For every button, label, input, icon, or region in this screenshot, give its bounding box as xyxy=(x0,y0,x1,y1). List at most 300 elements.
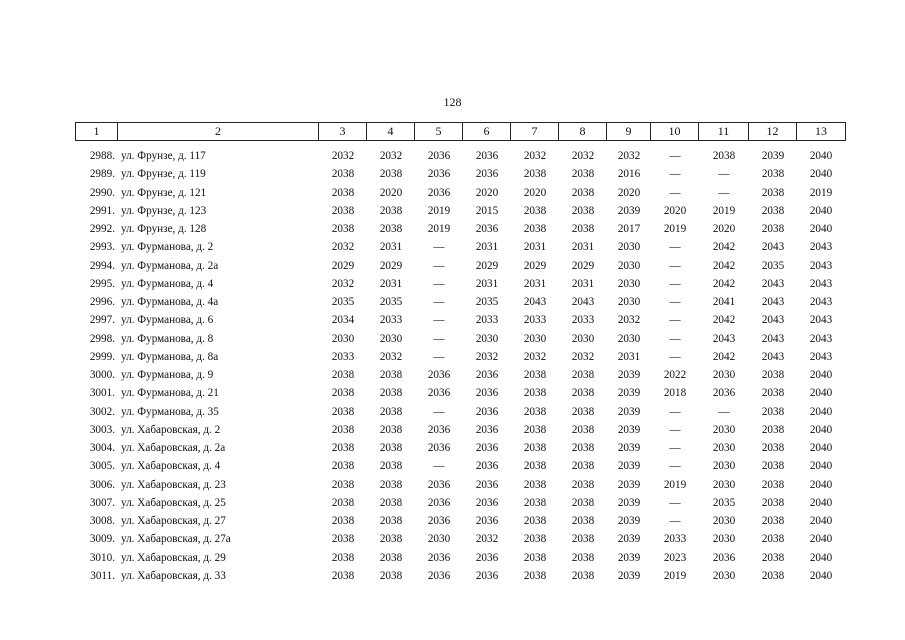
cell-col-9: 2039 xyxy=(617,423,641,436)
cell-col-7: 2038 xyxy=(523,405,547,418)
cell-col-7: 2029 xyxy=(523,259,547,272)
cell-col-10: 2018 xyxy=(663,387,687,400)
cell-col-11: 2030 xyxy=(712,569,736,582)
cell-col-8: 2032 xyxy=(571,150,595,162)
table-row xyxy=(75,311,845,329)
cell-col-3: 2032 xyxy=(331,241,355,254)
cell-col-12: 2038 xyxy=(761,496,785,509)
cell-col-8: 2038 xyxy=(571,478,595,491)
cell-col-13: 2040 xyxy=(809,551,833,564)
cell-col-10: — xyxy=(669,277,681,290)
cell-col-10: — xyxy=(669,332,681,345)
cell-col-7: 2030 xyxy=(523,332,547,345)
row-address: ул. Фурманова, д. 6 xyxy=(121,314,214,327)
cell-col-9: 2039 xyxy=(617,442,641,454)
cell-col-13: 2040 xyxy=(809,150,833,162)
cell-col-13: 2040 xyxy=(809,405,833,418)
cell-col-8: 2043 xyxy=(571,296,595,308)
row-number: 2995. xyxy=(89,277,115,290)
column-header-7: 7 xyxy=(511,123,559,141)
cell-col-6: 2036 xyxy=(475,405,499,418)
cell-col-4: 2038 xyxy=(379,533,403,546)
cell-col-6: 2036 xyxy=(475,460,499,473)
cell-col-4: 2038 xyxy=(379,204,403,217)
cell-col-8: 2031 xyxy=(571,277,595,290)
column-header-5: 5 xyxy=(415,123,463,141)
cell-col-6: 2036 xyxy=(475,168,499,181)
page-number: 128 xyxy=(443,95,462,109)
row-number: 3009. xyxy=(89,533,115,546)
table-row xyxy=(75,238,845,256)
cell-col-4: 2031 xyxy=(379,277,403,290)
cell-col-3: 2038 xyxy=(331,460,355,473)
cell-col-4: 2029 xyxy=(379,259,403,272)
column-header-12: 12 xyxy=(749,123,797,141)
cell-col-3: 2038 xyxy=(331,223,355,235)
cell-col-10: — xyxy=(669,168,681,181)
cell-col-9: 2039 xyxy=(617,369,641,381)
cell-col-11: 2019 xyxy=(712,204,736,217)
cell-col-12: 2039 xyxy=(761,150,785,162)
cell-col-6: 2036 xyxy=(475,569,499,582)
cell-col-8: 2038 xyxy=(571,387,595,400)
cell-col-11: 2030 xyxy=(712,442,736,454)
cell-col-9: 2030 xyxy=(617,277,641,290)
cell-col-8: 2033 xyxy=(571,314,595,327)
row-address: ул. Фрунзе, д. 117 xyxy=(121,150,206,162)
row-address: ул. Фурманова, д. 4а xyxy=(121,296,219,308)
table-row xyxy=(75,147,845,165)
row-number: 2991. xyxy=(89,204,115,217)
cell-col-12: 2038 xyxy=(761,223,785,235)
cell-col-5: 2036 xyxy=(427,423,451,436)
cell-col-8: 2038 xyxy=(571,496,595,509)
cell-col-10: 2019 xyxy=(663,223,687,235)
row-address: ул. Фрунзе, д. 128 xyxy=(121,223,207,235)
row-number: 2989. xyxy=(89,168,115,181)
cell-col-13: 2040 xyxy=(809,533,833,546)
row-address: ул. Фрунзе, д. 119 xyxy=(121,168,206,181)
cell-col-7: 2038 xyxy=(523,369,547,381)
cell-col-4: 2032 xyxy=(379,150,403,162)
cell-col-12: 2043 xyxy=(761,277,785,290)
cell-col-6: 2031 xyxy=(475,241,499,254)
cell-col-5: 2036 xyxy=(427,515,451,527)
cell-col-10: — xyxy=(669,460,681,473)
cell-col-10: — xyxy=(669,442,681,454)
row-number: 3007. xyxy=(89,496,115,509)
cell-col-7: 2038 xyxy=(523,460,547,473)
row-number: 3006. xyxy=(89,478,115,491)
cell-col-3: 2038 xyxy=(331,168,355,181)
cell-col-9: 2039 xyxy=(617,387,641,400)
row-number: 2988. xyxy=(89,150,115,162)
column-header-13: 13 xyxy=(797,123,846,141)
cell-col-13: 2019 xyxy=(809,186,833,199)
cell-col-6: 2020 xyxy=(475,186,499,199)
cell-col-5: 2036 xyxy=(427,496,451,509)
row-address: ул. Фурманова, д. 2а xyxy=(121,259,219,272)
cell-col-5: — xyxy=(433,314,445,327)
cell-col-13: 2043 xyxy=(809,259,833,272)
cell-col-13: 2040 xyxy=(809,478,833,491)
cell-col-12: 2043 xyxy=(761,314,785,327)
cell-col-5: — xyxy=(433,332,445,345)
cell-col-5: — xyxy=(433,277,445,290)
cell-col-7: 2038 xyxy=(523,533,547,546)
cell-col-11: 2030 xyxy=(712,478,736,491)
table-row xyxy=(75,220,845,238)
cell-col-12: 2038 xyxy=(761,204,785,217)
table-row xyxy=(75,202,845,220)
column-header-4: 4 xyxy=(367,123,415,141)
table-row xyxy=(75,275,845,293)
cell-col-4: 2038 xyxy=(379,551,403,564)
cell-col-4: 2038 xyxy=(379,223,403,235)
column-header-2: 2 xyxy=(118,123,319,141)
data-rows xyxy=(75,147,845,585)
cell-col-11: 2030 xyxy=(712,533,736,546)
cell-col-9: 2031 xyxy=(617,350,641,363)
cell-col-5: 2030 xyxy=(427,533,451,546)
cell-col-11: 2042 xyxy=(712,277,736,290)
row-number: 3002. xyxy=(89,405,115,418)
cell-col-7: 2038 xyxy=(523,442,547,454)
cell-col-4: 2030 xyxy=(379,332,403,345)
cell-col-13: 2043 xyxy=(809,314,833,327)
table-row xyxy=(75,165,845,183)
cell-col-12: 2038 xyxy=(761,460,785,473)
cell-col-11: 2042 xyxy=(712,350,736,363)
cell-col-8: 2038 xyxy=(571,423,595,436)
cell-col-8: 2038 xyxy=(571,460,595,473)
cell-col-10: 2020 xyxy=(663,204,687,217)
cell-col-10: — xyxy=(669,350,681,363)
cell-col-5: — xyxy=(433,296,445,308)
cell-col-8: 2038 xyxy=(571,442,595,454)
cell-col-6: 2032 xyxy=(475,350,499,363)
cell-col-6: 2032 xyxy=(475,533,499,546)
cell-col-10: 2019 xyxy=(663,569,687,582)
cell-col-10: 2019 xyxy=(663,478,687,491)
cell-col-12: 2038 xyxy=(761,168,785,181)
cell-col-8: 2038 xyxy=(571,533,595,546)
cell-col-6: 2036 xyxy=(475,496,499,509)
cell-col-3: 2038 xyxy=(331,369,355,381)
row-address: ул. Фурманова, д. 35 xyxy=(121,405,219,418)
cell-col-9: 2030 xyxy=(617,259,641,272)
cell-col-8: 2038 xyxy=(571,551,595,564)
row-address: ул. Хабаровская, д. 29 xyxy=(121,551,226,564)
cell-col-12: 2043 xyxy=(761,350,785,363)
cell-col-6: 2036 xyxy=(475,387,499,400)
row-number: 2992. xyxy=(89,223,115,235)
cell-col-6: 2036 xyxy=(475,515,499,527)
cell-col-13: 2040 xyxy=(809,569,833,582)
cell-col-5: 2019 xyxy=(427,204,451,217)
cell-col-6: 2030 xyxy=(475,332,499,345)
cell-col-3: 2038 xyxy=(331,186,355,199)
cell-col-7: 2031 xyxy=(523,241,547,254)
cell-col-13: 2043 xyxy=(809,277,833,290)
cell-col-6: 2015 xyxy=(475,204,499,217)
cell-col-12: 2038 xyxy=(761,387,785,400)
row-number: 2998. xyxy=(89,332,115,345)
row-number: 2996. xyxy=(89,296,115,308)
cell-col-6: 2036 xyxy=(475,150,499,162)
cell-col-3: 2038 xyxy=(331,496,355,509)
row-number: 3000. xyxy=(89,369,115,381)
row-address: ул. Хабаровская, д. 27а xyxy=(121,533,231,546)
table-row xyxy=(75,494,845,512)
row-number: 3003. xyxy=(89,423,115,436)
cell-col-3: 2038 xyxy=(331,442,355,454)
cell-col-10: — xyxy=(669,296,681,308)
cell-col-11: 2030 xyxy=(712,515,736,527)
cell-col-7: 2038 xyxy=(523,387,547,400)
cell-col-4: 2038 xyxy=(379,442,403,454)
cell-col-5: 2036 xyxy=(427,186,451,199)
cell-col-11: 2036 xyxy=(712,387,736,400)
cell-col-7: 2032 xyxy=(523,350,547,363)
cell-col-3: 2038 xyxy=(331,533,355,546)
cell-col-7: 2032 xyxy=(523,150,547,162)
cell-col-11: — xyxy=(718,168,730,181)
row-address: ул. Фурманова, д. 8а xyxy=(121,350,219,363)
cell-col-10: — xyxy=(669,314,681,327)
table-row xyxy=(75,293,845,311)
cell-col-13: 2040 xyxy=(809,168,833,181)
cell-col-4: 2038 xyxy=(379,515,403,527)
row-number: 3005. xyxy=(89,460,115,473)
cell-col-4: 2038 xyxy=(379,460,403,473)
cell-col-5: 2036 xyxy=(427,387,451,400)
cell-col-5: 2036 xyxy=(427,442,451,454)
cell-col-5: 2036 xyxy=(427,478,451,491)
cell-col-13: 2043 xyxy=(809,296,833,308)
table-row xyxy=(75,457,845,475)
row-address: ул. Фрунзе, д. 121 xyxy=(121,186,207,199)
row-number: 2993. xyxy=(89,241,115,254)
cell-col-4: 2031 xyxy=(379,241,403,254)
cell-col-4: 2038 xyxy=(379,423,403,436)
cell-col-3: 2038 xyxy=(331,478,355,491)
cell-col-3: 2038 xyxy=(331,569,355,582)
cell-col-10: — xyxy=(669,259,681,272)
row-number: 2990. xyxy=(89,186,115,199)
cell-col-10: — xyxy=(669,515,681,527)
cell-col-3: 2034 xyxy=(331,314,355,327)
row-address: ул. Фурманова, д. 8 xyxy=(121,332,214,345)
column-header-10: 10 xyxy=(651,123,699,141)
row-number: 2994. xyxy=(89,259,115,272)
cell-col-9: 2030 xyxy=(617,332,641,345)
cell-col-8: 2038 xyxy=(571,186,595,199)
cell-col-10: — xyxy=(669,150,681,162)
cell-col-4: 2038 xyxy=(379,387,403,400)
cell-col-3: 2038 xyxy=(331,204,355,217)
column-header-11: 11 xyxy=(699,123,749,141)
cell-col-10: — xyxy=(669,496,681,509)
row-number: 3010. xyxy=(89,551,115,564)
cell-col-5: — xyxy=(433,259,445,272)
cell-col-12: 2043 xyxy=(761,332,785,345)
cell-col-11: — xyxy=(718,186,730,199)
row-number: 3008. xyxy=(89,515,115,527)
cell-col-13: 2040 xyxy=(809,442,833,454)
table-row xyxy=(75,330,845,348)
cell-col-8: 2031 xyxy=(571,241,595,254)
cell-col-8: 2038 xyxy=(571,515,595,527)
cell-col-9: 2016 xyxy=(617,168,641,181)
cell-col-11: 2020 xyxy=(712,223,736,235)
cell-col-6: 2036 xyxy=(475,442,499,454)
cell-col-3: 2038 xyxy=(331,551,355,564)
cell-col-5: 2036 xyxy=(427,150,451,162)
row-number: 3011. xyxy=(90,569,115,582)
cell-col-11: 2036 xyxy=(712,551,736,564)
row-address: ул. Хабаровская, д. 2а xyxy=(121,442,226,454)
row-address: ул. Хабаровская, д. 2 xyxy=(121,423,221,436)
table-row xyxy=(75,567,845,585)
cell-col-13: 2040 xyxy=(809,387,833,400)
cell-col-5: 2036 xyxy=(427,369,451,381)
cell-col-7: 2038 xyxy=(523,515,547,527)
table-row xyxy=(75,421,845,439)
cell-col-6: 2036 xyxy=(475,369,499,381)
row-address: ул. Хабаровская, д. 23 xyxy=(121,478,226,491)
cell-col-7: 2033 xyxy=(523,314,547,327)
cell-col-7: 2038 xyxy=(523,496,547,509)
cell-col-9: 2030 xyxy=(617,241,641,254)
cell-col-12: 2035 xyxy=(761,259,785,272)
cell-col-4: 2033 xyxy=(379,314,403,327)
cell-col-6: 2031 xyxy=(475,277,499,290)
cell-col-11: 2042 xyxy=(712,314,736,327)
cell-col-6: 2035 xyxy=(475,296,499,308)
cell-col-7: 2020 xyxy=(523,186,547,199)
cell-col-6: 2036 xyxy=(475,223,499,235)
cell-col-11: 2035 xyxy=(712,496,736,509)
table-row xyxy=(75,476,845,494)
cell-col-10: — xyxy=(669,423,681,436)
column-header-6: 6 xyxy=(463,123,511,141)
cell-col-11: 2038 xyxy=(712,150,736,162)
row-number: 2997. xyxy=(89,314,115,327)
cell-col-8: 2038 xyxy=(571,223,595,235)
cell-col-3: 2038 xyxy=(331,515,355,527)
cell-col-8: 2038 xyxy=(571,168,595,181)
row-address: ул. Хабаровская, д. 4 xyxy=(121,460,221,473)
cell-col-3: 2033 xyxy=(331,350,355,363)
cell-col-8: 2032 xyxy=(571,350,595,363)
cell-col-13: 2040 xyxy=(809,496,833,509)
cell-col-13: 2040 xyxy=(809,423,833,436)
cell-col-6: 2033 xyxy=(475,314,499,327)
cell-col-9: 2020 xyxy=(617,186,641,199)
cell-col-9: 2039 xyxy=(617,551,641,564)
table-row xyxy=(75,348,845,366)
cell-col-5: 2019 xyxy=(427,223,451,235)
cell-col-9: 2032 xyxy=(617,150,641,162)
table-row xyxy=(75,384,845,402)
cell-col-7: 2038 xyxy=(523,569,547,582)
cell-col-13: 2040 xyxy=(809,515,833,527)
cell-col-9: 2039 xyxy=(617,569,641,582)
cell-col-10: 2023 xyxy=(663,551,687,564)
cell-col-13: 2043 xyxy=(809,332,833,345)
cell-col-11: 2041 xyxy=(712,296,736,308)
cell-col-5: 2036 xyxy=(427,569,451,582)
cell-col-12: 2043 xyxy=(761,296,785,308)
column-header-table xyxy=(75,122,846,141)
table-row xyxy=(75,257,845,275)
cell-col-5: 2036 xyxy=(427,168,451,181)
cell-col-9: 2039 xyxy=(617,405,641,418)
table-row xyxy=(75,512,845,530)
table-row xyxy=(75,184,845,202)
cell-col-12: 2038 xyxy=(761,551,785,564)
row-address: ул. Фрунзе, д. 123 xyxy=(121,204,207,217)
cell-col-6: 2036 xyxy=(475,478,499,491)
row-number: 3001. xyxy=(89,387,115,400)
cell-col-5: — xyxy=(433,460,445,473)
cell-col-12: 2038 xyxy=(761,569,785,582)
row-number: 2999. xyxy=(89,350,115,363)
cell-col-12: 2038 xyxy=(761,423,785,436)
cell-col-8: 2038 xyxy=(571,204,595,217)
cell-col-5: — xyxy=(433,241,445,254)
cell-col-6: 2036 xyxy=(475,551,499,564)
cell-col-9: 2039 xyxy=(617,204,641,217)
row-address: ул. Хабаровская, д. 25 xyxy=(121,496,226,509)
table-row xyxy=(75,366,845,384)
table-row xyxy=(75,549,845,567)
table-row xyxy=(75,403,845,421)
cell-col-10: — xyxy=(669,405,681,418)
table-row xyxy=(75,530,845,548)
cell-col-4: 2038 xyxy=(379,496,403,509)
cell-col-5: 2036 xyxy=(427,551,451,564)
column-header-8: 8 xyxy=(559,123,607,141)
cell-col-12: 2043 xyxy=(761,241,785,254)
cell-col-9: 2017 xyxy=(617,223,641,235)
header-row xyxy=(76,123,846,141)
cell-col-13: 2043 xyxy=(809,241,833,254)
cell-col-13: 2040 xyxy=(809,369,833,381)
row-address: ул. Фурманова, д. 21 xyxy=(121,387,219,400)
cell-col-4: 2038 xyxy=(379,369,403,381)
cell-col-7: 2043 xyxy=(523,296,547,308)
cell-col-7: 2031 xyxy=(523,277,547,290)
cell-col-12: 2038 xyxy=(761,442,785,454)
cell-col-7: 2038 xyxy=(523,478,547,491)
cell-col-10: — xyxy=(669,186,681,199)
cell-col-5: — xyxy=(433,350,445,363)
cell-col-9: 2039 xyxy=(617,460,641,473)
cell-col-3: 2030 xyxy=(331,332,355,345)
row-address: ул. Хабаровская, д. 27 xyxy=(121,515,226,527)
cell-col-6: 2036 xyxy=(475,423,499,436)
cell-col-12: 2038 xyxy=(761,405,785,418)
column-header-3: 3 xyxy=(319,123,367,141)
cell-col-3: 2032 xyxy=(331,277,355,290)
cell-col-13: 2040 xyxy=(809,460,833,473)
cell-col-4: 2038 xyxy=(379,168,403,181)
cell-col-7: 2038 xyxy=(523,168,547,181)
cell-col-3: 2029 xyxy=(331,259,355,272)
row-address: ул. Фурманова, д. 2 xyxy=(121,241,214,254)
